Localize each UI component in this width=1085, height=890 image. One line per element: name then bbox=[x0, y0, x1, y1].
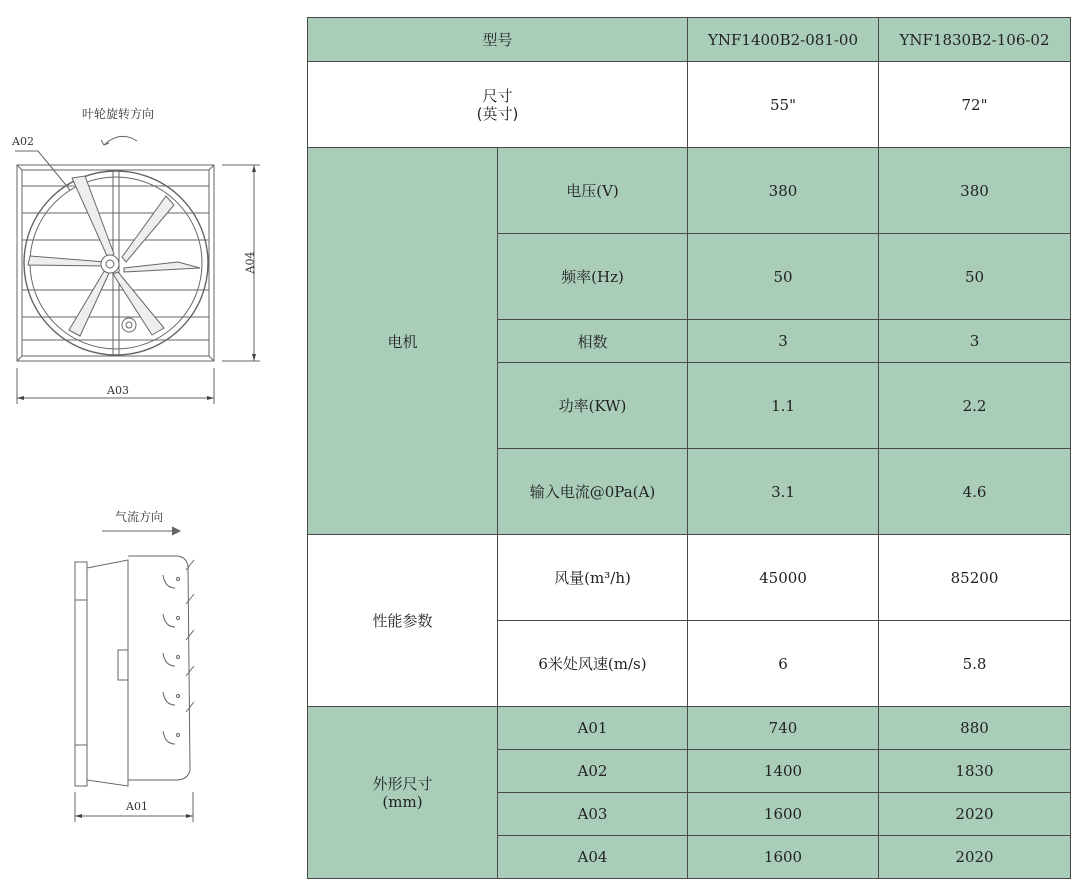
row-label: 功率(KW) bbox=[498, 363, 688, 449]
cell-value: 2020 bbox=[879, 836, 1071, 879]
row-label: 输入电流@0Pa(A) bbox=[498, 449, 688, 535]
table-header-row bbox=[308, 18, 1071, 62]
dim-a01-label: A01 bbox=[126, 800, 148, 813]
cell-value: 1600 bbox=[688, 836, 879, 879]
performance-group-label: 性能参数 bbox=[308, 535, 498, 707]
cell-value: 3 bbox=[879, 320, 1071, 363]
cell-value: 1400 bbox=[688, 750, 879, 793]
rotation-direction-label: 叶轮旋转方向 bbox=[82, 107, 155, 121]
cell-value: 4.6 bbox=[879, 449, 1071, 535]
row-label: A04 bbox=[498, 836, 688, 879]
table-row bbox=[308, 707, 1071, 750]
airflow-direction-label: 气流方向 bbox=[115, 510, 164, 524]
table-row bbox=[308, 62, 1071, 148]
cell-value: 85200 bbox=[879, 535, 1071, 621]
cell-value: 740 bbox=[688, 707, 879, 750]
cell-value: 380 bbox=[688, 148, 879, 234]
dim-a02-label: A02 bbox=[12, 135, 34, 148]
cell-value: 1.1 bbox=[688, 363, 879, 449]
row-label: A02 bbox=[498, 750, 688, 793]
model-header: 型号 bbox=[308, 18, 688, 62]
row-label: A01 bbox=[498, 707, 688, 750]
dim-a03-label: A03 bbox=[107, 384, 129, 397]
row-label: 频率(Hz) bbox=[498, 234, 688, 320]
fan-line-drawing bbox=[0, 0, 300, 890]
size-label-line2: (英寸) bbox=[476, 104, 519, 123]
cell-value: 5.8 bbox=[879, 621, 1071, 707]
rotation-arrow-icon bbox=[104, 136, 137, 145]
cell-value: 3.1 bbox=[688, 449, 879, 535]
cell-value: 3 bbox=[688, 320, 879, 363]
row-label: 6米处风速(m/s) bbox=[498, 621, 688, 707]
model-2-header: YNF1830B2-106-02 bbox=[879, 18, 1071, 62]
size-value-1: 55" bbox=[688, 62, 879, 148]
row-label: 相数 bbox=[498, 320, 688, 363]
cell-value: 1600 bbox=[688, 793, 879, 836]
cell-value: 1830 bbox=[879, 750, 1071, 793]
table-row bbox=[308, 148, 1071, 234]
dimensions-group-line1: 外形尺寸 bbox=[372, 774, 433, 793]
cell-value: 2.2 bbox=[879, 363, 1071, 449]
dim-a04-label: A04 bbox=[243, 251, 257, 274]
row-label: 风量(m³/h) bbox=[498, 535, 688, 621]
motor-group-label: 电机 bbox=[308, 148, 498, 535]
size-value-2: 72" bbox=[879, 62, 1071, 148]
row-label: 电压(V) bbox=[498, 148, 688, 234]
cell-value: 6 bbox=[688, 621, 879, 707]
fan-drawings bbox=[0, 0, 300, 890]
spec-table bbox=[307, 17, 1071, 879]
cell-value: 2020 bbox=[879, 793, 1071, 836]
size-label bbox=[308, 62, 688, 148]
size-label-line1: 尺寸 bbox=[482, 86, 513, 105]
dimensions-group-label bbox=[308, 707, 498, 879]
model-1-header: YNF1400B2-081-00 bbox=[688, 18, 879, 62]
row-label: A03 bbox=[498, 793, 688, 836]
table-row bbox=[308, 535, 1071, 621]
cell-value: 50 bbox=[879, 234, 1071, 320]
cell-value: 45000 bbox=[688, 535, 879, 621]
dimensions-group-line2: (mm) bbox=[382, 792, 423, 811]
cell-value: 380 bbox=[879, 148, 1071, 234]
cell-value: 880 bbox=[879, 707, 1071, 750]
cell-value: 50 bbox=[688, 234, 879, 320]
